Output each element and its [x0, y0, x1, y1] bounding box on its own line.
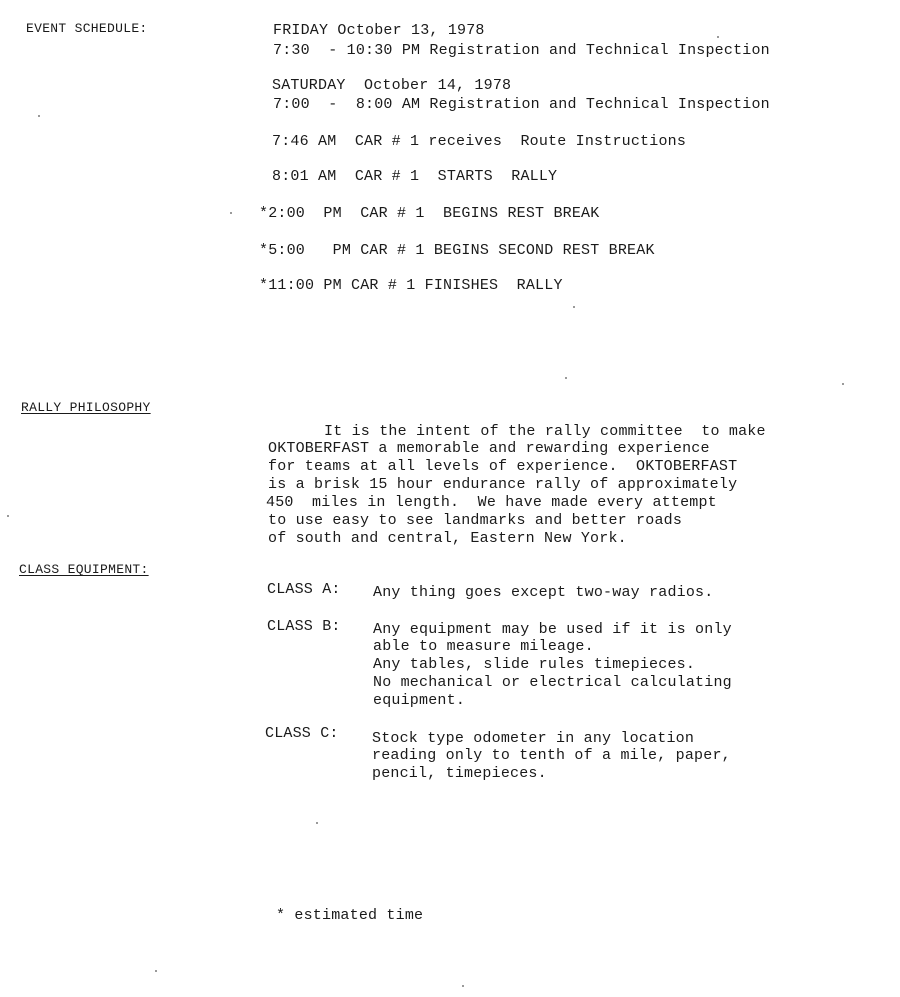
- saturday-date: SATURDAY October 14, 1978: [272, 77, 512, 94]
- schedule-item: 7:46 AM CAR # 1 receives Route Instructions: [272, 133, 687, 150]
- friday-date: FRIDAY October 13, 1978: [273, 22, 485, 39]
- class-b-label: CLASS B:: [267, 618, 341, 635]
- friday-registration: 7:30 - 10:30 PM Registration and Technical Inspection: [273, 42, 770, 59]
- footnote-estimated-time: * estimated time: [276, 907, 424, 924]
- saturday-registration: 7:00 - 8:00 AM Registration and Technical Inspection: [273, 96, 770, 113]
- class-a-text: Any thing goes except two-way radios.: [373, 584, 714, 601]
- class-c-line: reading only to tenth of a mile, paper,: [372, 747, 731, 764]
- scan-speck: [573, 306, 575, 308]
- scan-speck: [230, 212, 232, 214]
- class-b-line: No mechanical or electrical calculating: [373, 674, 732, 691]
- class-c-line: Stock type odometer in any location: [372, 730, 695, 747]
- scan-speck: [717, 36, 719, 38]
- philosophy-line: It is the intent of the rally committee to make: [324, 423, 766, 440]
- class-b-line: Any equipment may be used if it is only: [373, 621, 732, 638]
- event-schedule-heading: EVENT SCHEDULE:: [26, 21, 148, 36]
- class-a-label: CLASS A:: [267, 581, 341, 598]
- scan-speck: [316, 822, 318, 824]
- scan-speck: [38, 115, 40, 117]
- schedule-item: *5:00 PM CAR # 1 BEGINS SECOND REST BREAK: [259, 242, 655, 259]
- class-b-line: able to measure mileage.: [373, 638, 594, 655]
- scan-speck: [462, 985, 464, 987]
- schedule-item: *11:00 PM CAR # 1 FINISHES RALLY: [259, 277, 563, 294]
- scan-speck: [565, 377, 567, 379]
- philosophy-line: 450 miles in length. We have made every attempt: [266, 494, 717, 511]
- scan-speck: [842, 383, 844, 385]
- schedule-item: *2:00 PM CAR # 1 BEGINS REST BREAK: [259, 205, 600, 222]
- class-c-line: pencil, timepieces.: [372, 765, 547, 782]
- scan-speck: [155, 970, 157, 972]
- philosophy-line: of south and central, Eastern New York.: [268, 530, 627, 547]
- class-c-label: CLASS C:: [265, 725, 339, 742]
- philosophy-line: OKTOBERFAST a memorable and rewarding experience: [268, 440, 710, 457]
- philosophy-line: for teams at all levels of experience. OKTOBERFAST: [268, 458, 738, 475]
- class-b-line: Any tables, slide rules timepieces.: [373, 656, 696, 673]
- scan-speck: [7, 515, 9, 517]
- schedule-item: 8:01 AM CAR # 1 STARTS RALLY: [272, 168, 558, 185]
- class-b-line: equipment.: [373, 692, 466, 709]
- class-equipment-heading: CLASS EQUIPMENT:: [19, 562, 149, 577]
- rally-philosophy-heading: RALLY PHILOSOPHY: [21, 400, 151, 415]
- philosophy-line: is a brisk 15 hour endurance rally of approximately: [268, 476, 738, 493]
- philosophy-line: to use easy to see landmarks and better roads: [268, 512, 683, 529]
